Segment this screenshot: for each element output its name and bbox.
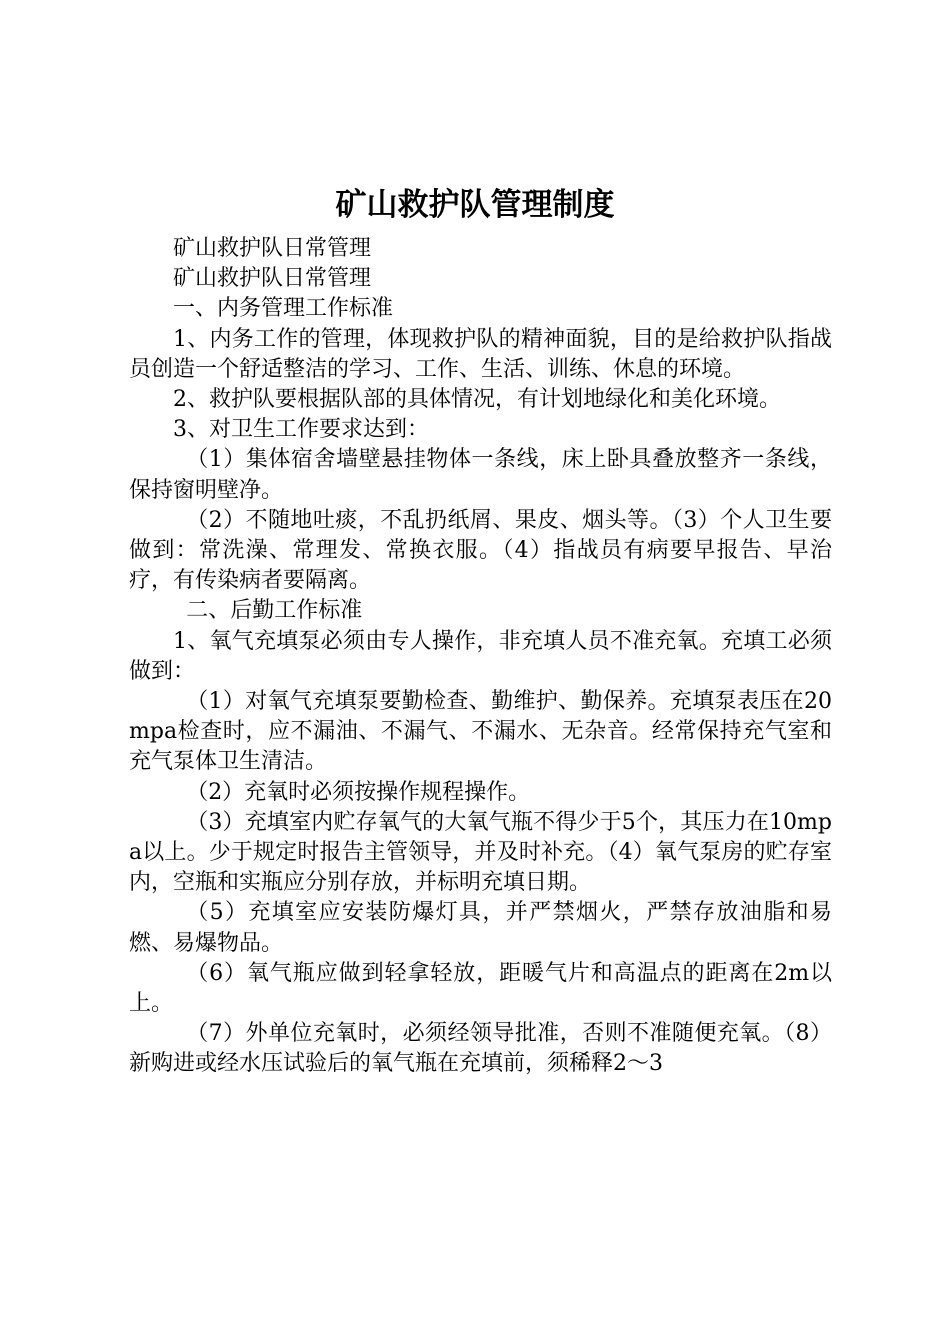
paragraph-oxygen-5: （5）充填室应安装防爆灯具，并严禁烟火，严禁存放油脂和易燃、易爆物品。 <box>129 900 832 956</box>
section-heading-logistics: 二、后勤工作标准 <box>186 598 363 624</box>
paragraph-oxygen-1: （1）对氧气充填泵要勤检查、勤维护、勤保养。充填泵表压在20mpa检查时，应不漏油、不漏气、不漏水、无杂音。经常保持充气室和充气泵体卫生清洁。 <box>129 689 832 775</box>
paragraph-subtitle-2: 矿山救护队日常管理 <box>173 266 372 292</box>
paragraph-hygiene-2-4: （2）不随地吐痰，不乱扔纸屑、果皮、烟头等。（3）个人卫生要做到：常洗澡、常理发、常换衣服。（4）指战员有病要早报告、早治疗，有传染病者要隔离。 <box>129 507 832 594</box>
paragraph-oxygen-2: （2）充氧时必须按操作规程操作。 <box>186 779 531 805</box>
paragraph-oxygen-6: （6）氧气瓶应做到轻拿轻放，距暖气片和高温点的距离在2m以上。 <box>129 960 832 1017</box>
document-title: 矿山救护队管理制度 <box>335 187 615 223</box>
document-body <box>129 234 832 1080</box>
paragraph-oxygen-7-8: （7）外单位充氧时，必须经领导批准，否则不准随便充氧。（8）新购进或经水压试验后的氧气瓶在充填前，须稀释2～3 <box>129 1021 832 1077</box>
section-heading-internal-affairs: 一、内务管理工作标准 <box>173 296 394 322</box>
paragraph-subtitle-1: 矿山救护队日常管理 <box>173 236 372 261</box>
paragraph-item-3: 3、对卫生工作要求达到： <box>173 417 429 443</box>
paragraph-oxygen-3-4: （3）充填室内贮存氧气的大氧气瓶不得少于5个，其压力在10mpa以上。少于规定时报告主管领导，并及时补充。（4）氧气泵房的贮存室内，空瓶和实瓶应分别存放，并标明充填日期。 <box>129 809 832 896</box>
paragraph-oxygen-pump: 1、氧气充填泵必须由专人操作，非充填人员不准充氧。充填工必须做到： <box>129 628 832 684</box>
paragraph-item-2: 2、救护队要根据队部的具体情况，有计划地绿化和美化环境。 <box>173 387 781 413</box>
paragraph-hygiene-1: （1）集体宿舍墙壁悬挂物体一条线，床上卧具叠放整齐一条线，保持窗明壁净。 <box>129 447 832 503</box>
paragraph-item-1: 1、内务工作的管理，体现救护队的精神面貌，目的是给救护队指战员创造一个舒适整洁的学习、工作、生活、训练、休息的环境。 <box>129 326 832 382</box>
